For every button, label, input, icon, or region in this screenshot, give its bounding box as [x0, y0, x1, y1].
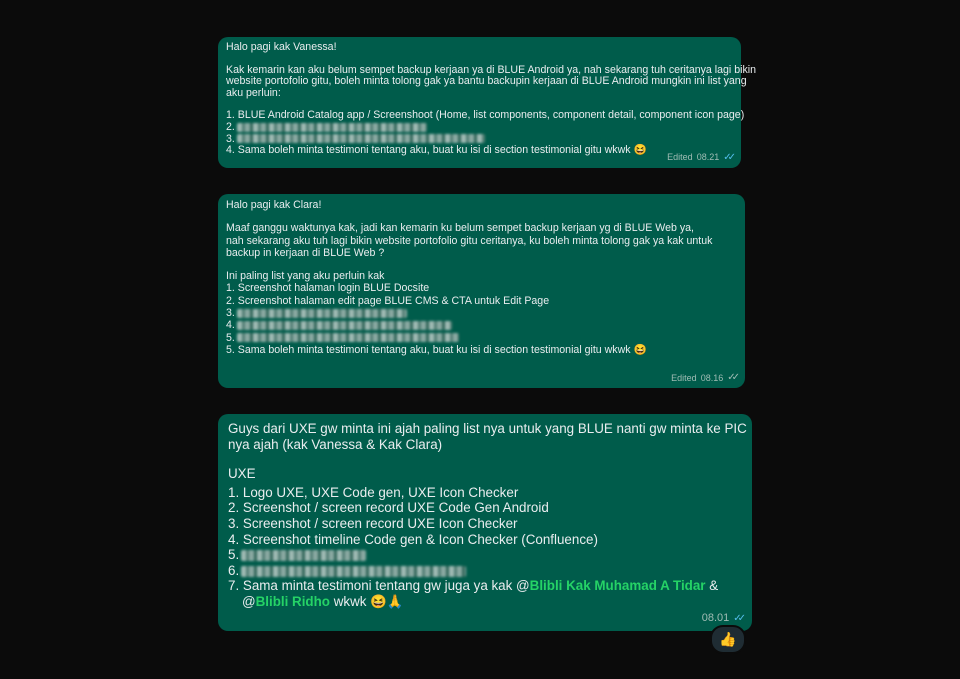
message-time: 08.16	[700, 372, 724, 383]
list-item: 4.	[226, 319, 736, 331]
laughing-emoji: 😆	[633, 343, 647, 356]
list-item: 1. Screenshot halaman login BLUE Docsite	[226, 282, 430, 295]
redacted-text	[237, 333, 459, 342]
message-text: Halo pagi kak Clara!	[226, 199, 322, 211]
message-text: aku perluin:	[226, 86, 281, 99]
list-item: 7. Sama minta testimoni tentang gw juga ya kak @Blibli Kak Muhamad A Tidar &	[228, 578, 719, 594]
laughing-praying-emoji: 😆🙏	[370, 593, 404, 609]
thumbs-up-reaction[interactable]	[710, 625, 746, 654]
message-text: website portofolio gitu, boleh minta tolong gak ya bantu backupin kerjaan di BLUE Android mungkin ini list yang	[226, 75, 747, 88]
redacted-text	[237, 309, 407, 318]
message-text: Guys dari UXE gw minta ini ajah paling list nya untuk yang BLUE nanti gw minta ke PIC	[228, 421, 747, 436]
list-item: 6.	[228, 563, 742, 579]
message-text: Kak kemarin kan aku belum sempet backup kerjaan ya di BLUE Android ya, nah sekarang tuh ceritanya lagi bikin	[226, 63, 756, 76]
laughing-emoji: 😆	[633, 144, 647, 157]
list-item: 5.	[226, 332, 736, 344]
list-item: 2.	[226, 122, 732, 134]
message-meta	[671, 372, 736, 384]
read-receipt-icon: ✓✓	[723, 152, 732, 164]
message-text: backup in kerjaan di BLUE Web ?	[226, 246, 385, 259]
edited-label: Edited	[671, 372, 697, 383]
list-item: 3. Screenshot / screen record UXE Icon Checker	[228, 515, 518, 531]
edited-label: Edited	[667, 152, 693, 163]
message-bubble-vanessa[interactable]	[218, 37, 756, 168]
message-text: Ini paling list yang aku perluin kak	[226, 270, 385, 283]
list-item: 5.	[228, 547, 742, 563]
message-time: 08.21	[696, 152, 720, 163]
message-text: nya ajah (kak Vanessa & Kak Clara)	[228, 436, 443, 452]
list-item: 1. Logo UXE, UXE Code gen, UXE Icon Checker	[228, 484, 519, 500]
redacted-text	[237, 321, 452, 330]
message-text: Maaf ganggu waktunya kak, jadi kan kemarin ku belum sempet backup kerjaan yg di BLUE Web ya,	[226, 222, 694, 235]
redacted-text	[241, 550, 366, 561]
message-meta	[667, 152, 732, 164]
list-item: 3.	[226, 307, 736, 319]
redacted-text	[237, 134, 485, 143]
message-time: 08.01	[701, 612, 730, 625]
redacted-text	[237, 123, 427, 132]
list-item: 4. Sama boleh minta testimoni tentang aku, buat ku isi di section testimonial gitu wkwk 😆	[226, 144, 647, 157]
list-item: 1. BLUE Android Catalog app / Screenshoot (Home, list components, component detail, component icon page)	[226, 109, 745, 122]
section-title: UXE	[228, 466, 256, 482]
list-item: 4. Screenshot timeline Code gen & Icon Checker (Confluence)	[228, 531, 598, 547]
message-text: nah sekarang aku tuh lagi bikin website portofolio gitu ceritanya, ku boleh minta tolong gak ya kak untuk	[226, 234, 713, 247]
list-item-continuation: @Blibli Ridho wkwk 😆🙏	[242, 593, 404, 609]
mention-link[interactable]: Blibli Ridho	[255, 593, 330, 609]
list-item: 2. Screenshot / screen record UXE Code Gen Android	[228, 500, 549, 516]
read-receipt-icon: ✓✓	[733, 613, 742, 625]
redacted-text	[241, 566, 466, 577]
read-receipt-icon: ✓✓	[727, 371, 736, 383]
thumbs-up-icon: 👍	[719, 631, 737, 647]
list-item: 2. Screenshot halaman edit page BLUE CMS & CTA untuk Edit Page	[226, 294, 550, 307]
message-bubble-clara[interactable]	[218, 194, 745, 388]
message-bubble-uxe[interactable]	[218, 414, 752, 631]
list-item: 5. Sama boleh minta testimoni tentang aku, buat ku isi di section testimonial gitu wkwk 😆	[226, 343, 647, 356]
mention-link[interactable]: Blibli Kak Muhamad A Tidar	[529, 578, 706, 594]
message-text: Halo pagi kak Vanessa!	[226, 41, 337, 53]
list-item: 3.	[226, 134, 732, 146]
